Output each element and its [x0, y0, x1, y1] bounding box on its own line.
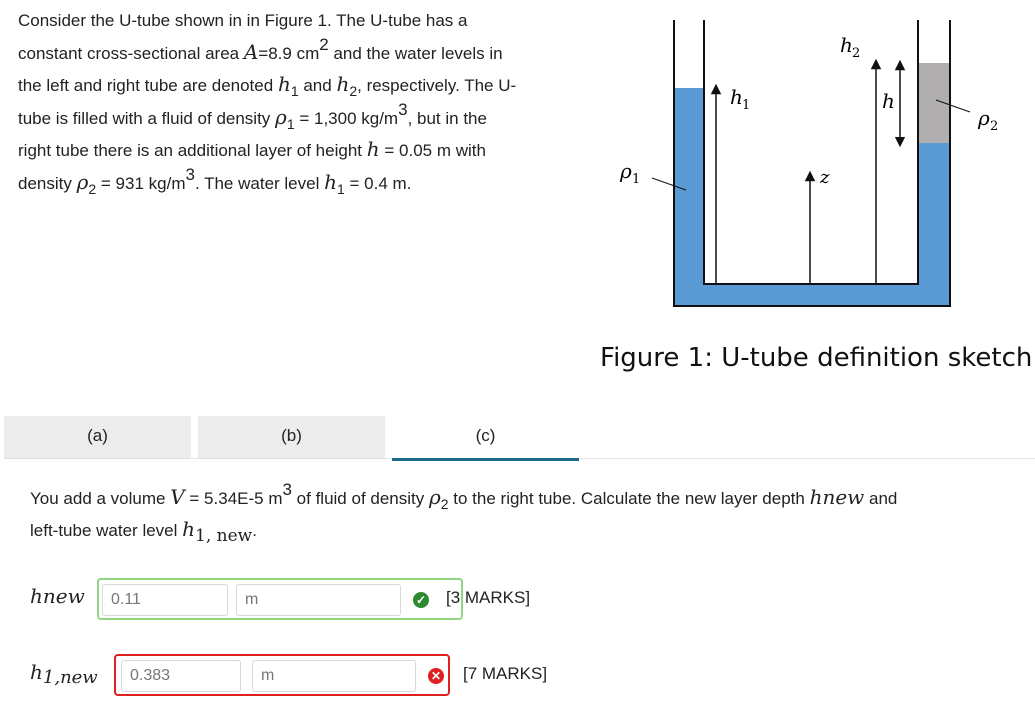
problem-line-1: Consider the U-tube shown in in Figure 1. The U-tube has a	[18, 11, 468, 30]
h1new-value-input[interactable]: 0.383	[121, 660, 241, 692]
check-icon: ✓	[413, 592, 429, 608]
svg-text:1: 1	[742, 98, 751, 113]
hnew-marks: [3 MARKS]	[446, 588, 531, 607]
h-label: h	[882, 89, 895, 113]
h1-value: = 0.4 m.	[349, 173, 412, 193]
part-tabs	[4, 416, 1035, 462]
svg-text:2: 2	[990, 119, 999, 134]
hnew-field-group	[97, 578, 463, 620]
h1new-label: h1,new	[30, 660, 98, 688]
hnew-label: hnew	[30, 584, 85, 608]
area-value: =8.9 cm	[258, 43, 320, 63]
problem-line-4: tube is filled with a fluid of density $\rho_1 = 1,300$ kg/m3, but in the	[18, 99, 487, 132]
hnew-value-input[interactable]: 0.11	[102, 584, 228, 616]
question-line-1: You add a volume V = 5.34E-5 m3 of fluid of density $\rho_2$ to the right tube. Calculate the new layer depth hnew and	[30, 480, 898, 512]
u-tube-figure	[600, 8, 1033, 398]
rho1-value: = 1,300 kg/m	[299, 108, 399, 128]
problem-line-3: the left and right tube are denoted $h_1$ and $h_2$, respectively. The U-	[18, 72, 517, 99]
area-symbol: A	[243, 39, 259, 64]
h1-label	[730, 85, 750, 113]
z-label: z	[820, 167, 830, 188]
rho2-value: = 931 kg/m	[100, 173, 186, 193]
svg-text:2: 2	[852, 46, 861, 61]
volume-value: = 5.34E-5 m	[189, 489, 283, 508]
figure-caption: Figure 1: U-tube definition sketch	[600, 343, 1033, 373]
question-text	[30, 482, 1020, 546]
svg-text:h: h	[730, 85, 743, 109]
svg-text:h: h	[840, 33, 853, 57]
h1new-field-group	[114, 654, 450, 696]
svg-text:ρ: ρ	[978, 106, 990, 130]
question-line-2: left-tube water level h1, new.	[30, 517, 257, 546]
problem-statement	[18, 6, 593, 199]
svg-text:ρ: ρ	[620, 159, 632, 183]
rho2-label	[977, 106, 998, 134]
layer-height-value: = 0.05 m with	[384, 141, 486, 160]
h2-label	[840, 33, 860, 61]
tab-a[interactable]: (a)	[4, 416, 191, 459]
h1new-marks: [7 MARKS]	[463, 664, 548, 683]
problem-line-2: constant cross-sectional area A=8.9 cm2 and the water levels in	[18, 34, 503, 64]
hnew-unit-input[interactable]: m	[236, 584, 401, 616]
fluid1-right-column	[918, 143, 950, 306]
fluid1-bottom	[674, 284, 950, 306]
fluid1-left-column	[674, 88, 704, 306]
tab-c[interactable]: (c)	[392, 416, 579, 461]
problem-line-6: density $\rho_2 = 931$ kg/m3. The water level $h_1 = 0.4$ m.	[18, 164, 412, 197]
rho1-label	[619, 159, 640, 187]
svg-text:1: 1	[632, 172, 641, 187]
tab-b[interactable]: (b)	[198, 416, 385, 459]
problem-line-5: right tube there is an additional layer of height h = 0.05 m with	[18, 137, 486, 161]
cross-icon: ✕	[428, 668, 444, 684]
h1new-unit-input[interactable]: m	[252, 660, 416, 692]
